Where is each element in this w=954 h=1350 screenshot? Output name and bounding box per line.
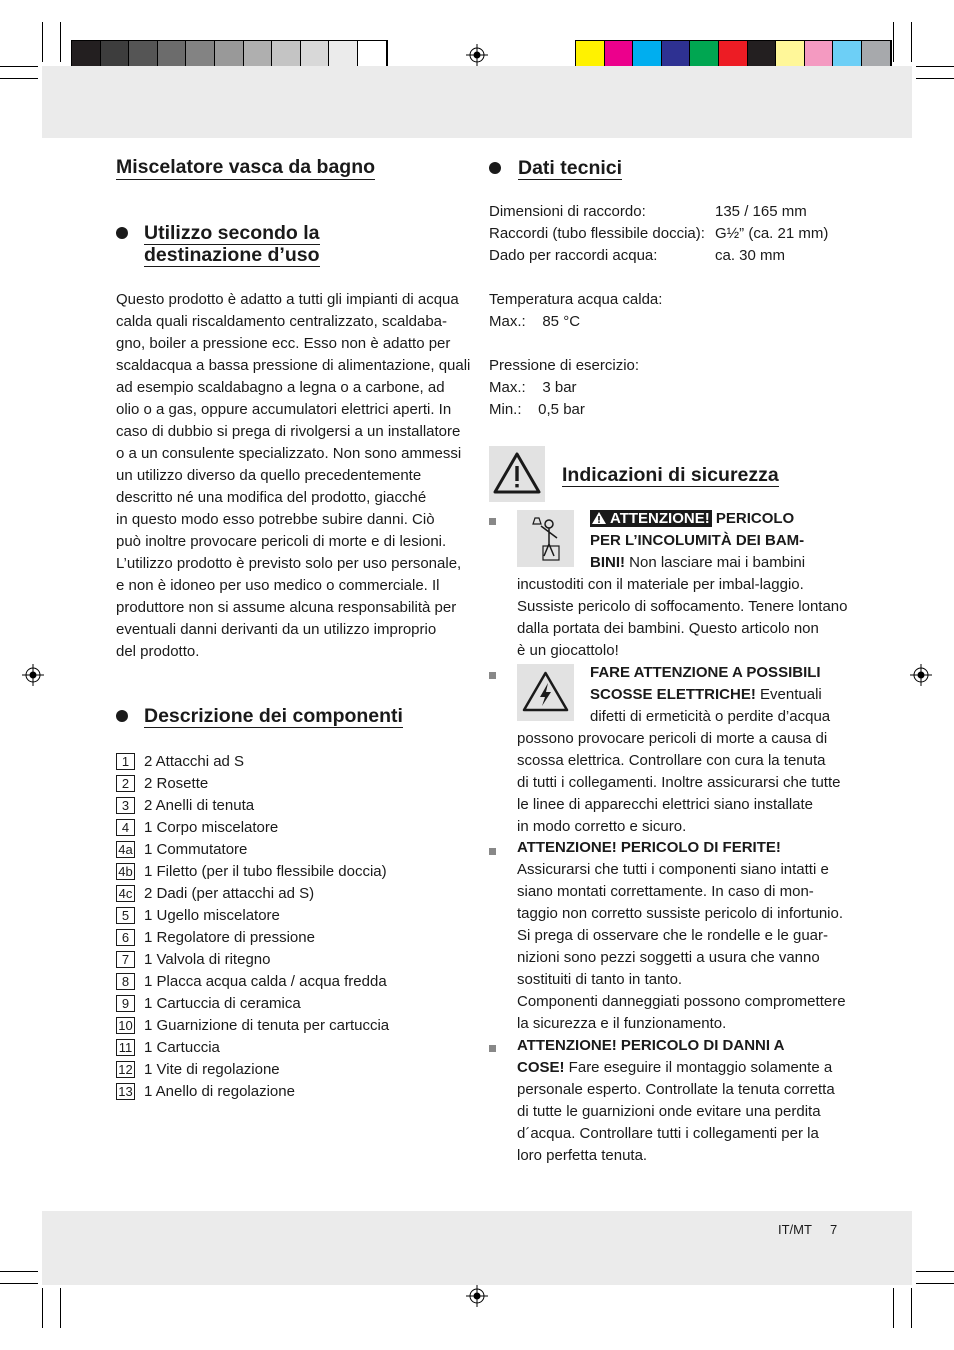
paragraph-line: siano montati correttamente. In caso di mon- (517, 883, 814, 900)
paragraph-line: eventuali danni derivanti da un utilizzo improprio (116, 621, 437, 638)
registration-mark-icon (466, 1285, 488, 1307)
warning-children-line1: PERICOLO (711, 510, 795, 527)
color-swatch (576, 41, 605, 68)
paragraph-line: descritto né una modifica del prodotto, giacché (116, 489, 427, 506)
spec-label: Raccordi (tubo flessibile doccia): (489, 225, 705, 242)
electric-shock-icon (517, 664, 574, 721)
paragraph-line: in questo modo esso potrebbe subire danni. Ciò (116, 511, 435, 528)
registration-mark-icon (910, 664, 932, 686)
use-heading-line-2: destinazione d’uso (144, 244, 320, 266)
pressure-max: Max.: 3 bar (489, 379, 577, 396)
color-swatch (833, 41, 862, 68)
components-heading-text: Descrizione dei componenti (144, 705, 403, 727)
spec-value: ca. 30 mm (715, 247, 786, 264)
section-bullet (116, 710, 128, 722)
spec-table (489, 201, 849, 267)
section-bullet (116, 227, 128, 239)
paragraph-line: loro perfetta tenuta. (517, 1147, 648, 1164)
spec-value: G½” (ca. 21 mm) (715, 225, 829, 242)
component-number: 12 (116, 1061, 135, 1078)
component-item (116, 926, 496, 948)
paragraph-line: ad esempio scaldabagno a legna o a carbone, ad (116, 379, 445, 396)
paragraph-line: le linee di apparecchi elettrici siano installate (517, 796, 814, 813)
component-label: 2 Attacchi ad S (144, 752, 245, 770)
paragraph-line: d´acqua. Controllare tutti i collegamenti per la (517, 1125, 819, 1142)
color-swatch (805, 41, 834, 68)
use-heading-line-1: Utilizzo secondo la (144, 222, 320, 244)
components-heading (144, 705, 403, 727)
component-item (116, 1058, 496, 1080)
component-number: 4a (116, 841, 135, 858)
component-item (116, 904, 496, 926)
paragraph-line: taggio non corretto sussiste pericolo di infortunio. (517, 905, 844, 922)
paragraph-line: di tutti i collegamenti. Inoltre assicurarsi che tutte (517, 774, 841, 791)
component-label: 1 Placca acqua calda / acqua fredda (144, 972, 387, 990)
warning-injury-heading: ATTENZIONE! PERICOLO DI FERITE! (517, 839, 781, 856)
component-number: 11 (116, 1039, 135, 1056)
warning-icon-box (489, 446, 545, 502)
component-label: 1 Vite di regolazione (144, 1060, 280, 1078)
paragraph-line: la sicurezza e il funzionamento. (517, 1015, 727, 1032)
safety-heading-text: Indicazioni di sicurezza (562, 464, 779, 486)
paragraph-line: caso di dubbio si prega di rivolgersi a un installatore (116, 423, 461, 440)
list-bullet (489, 672, 496, 679)
component-label: 1 Ugello miscelatore (144, 906, 280, 924)
paragraph-line: possono provocare pericoli di morte a causa di (517, 730, 828, 747)
spec-label: Dado per raccordi acqua: (489, 247, 658, 264)
color-swatch (186, 41, 215, 68)
cmyk-color-bar (575, 40, 892, 69)
component-label: 1 Anello di regolazione (144, 1082, 295, 1100)
component-number: 4b (116, 863, 135, 880)
paragraph-line: produttore non si assume alcuna responsabilità per (116, 599, 457, 616)
color-swatch (72, 41, 101, 68)
component-number: 1 (116, 753, 135, 770)
component-item (116, 816, 496, 838)
component-item (116, 860, 496, 882)
warning-children-line2: PER L’INCOLUMITÀ DEI BAM- (590, 532, 805, 549)
component-number: 13 (116, 1083, 135, 1100)
component-label: 1 Cartuccia (144, 1038, 220, 1056)
warning-damage-text (517, 1079, 835, 1167)
child-warning-icon (517, 510, 574, 567)
paragraph-line: Componenti danneggiati possono compromettere (517, 993, 846, 1010)
color-swatch (776, 41, 805, 68)
warning-electric-bold: SCOSSE ELETTRICHE! (590, 686, 756, 703)
paragraph-line: Sussiste pericolo di soffocamento. Tenere lontano (517, 598, 848, 615)
color-swatch (862, 41, 891, 68)
warning-injury (517, 837, 781, 859)
pressure-label: Pressione di esercizio: (489, 357, 640, 374)
component-label: 1 Valvola di ritegno (144, 950, 271, 968)
paragraph-line: può inoltre provocare pericoli di morte e di lesioni. (116, 533, 447, 550)
component-number: 4 (116, 819, 135, 836)
paragraph-line: sostituiti di tanto in tanto. (517, 971, 683, 988)
component-item (116, 948, 496, 970)
spec-value: 135 / 165 mm (715, 203, 807, 220)
component-item (116, 750, 496, 772)
grayscale-color-bar (71, 40, 388, 69)
component-label: 2 Rosette (144, 774, 209, 792)
registration-mark-icon (466, 44, 488, 66)
attention-badge (590, 510, 712, 527)
component-label: 1 Regolatore di pressione (144, 928, 315, 946)
paragraph-line: incustoditi con il materiale per imbal-laggio. (517, 576, 804, 593)
component-number: 10 (116, 1017, 135, 1034)
component-item (116, 838, 496, 860)
page-title: Miscelatore vasca da bagno (116, 156, 376, 178)
hot-water-max: Max.: 85 °C (489, 313, 581, 330)
color-swatch (244, 41, 273, 68)
language-code: IT/MT (778, 1222, 812, 1237)
color-swatch (633, 41, 662, 68)
electric-warning-icon-box (517, 664, 574, 721)
color-swatch (158, 41, 187, 68)
paragraph-line: Assicurarsi che tutti i componenti siano intatti e (517, 861, 829, 878)
color-swatch (101, 41, 130, 68)
color-swatch (301, 41, 330, 68)
component-number: 3 (116, 797, 135, 814)
color-swatch (358, 41, 387, 68)
use-paragraph (116, 289, 470, 663)
use-heading (144, 222, 320, 266)
pressure-min: Min.: 0,5 bar (489, 401, 585, 418)
warning-small-icon (592, 512, 606, 524)
color-swatch (215, 41, 244, 68)
warning-damage-bold: COSE! (517, 1059, 565, 1076)
component-number: 5 (116, 907, 135, 924)
attention-badge-label: ATTENZIONE! (610, 510, 710, 527)
color-swatch (272, 41, 301, 68)
component-item (116, 794, 496, 816)
paragraph-line: scossa elettrica. Controllare con cura la tenuta (517, 752, 826, 769)
component-label: 1 Filetto (per il tubo flessibile doccia) (144, 862, 387, 880)
component-item (116, 1014, 496, 1036)
safety-heading (562, 464, 779, 486)
component-label: 1 Cartuccia di ceramica (144, 994, 301, 1012)
spec-row (489, 245, 849, 267)
warning-electric-line2: Eventuali (755, 686, 822, 703)
component-number: 4c (116, 885, 135, 902)
hot-water-label: Temperatura acqua calda: (489, 291, 663, 308)
component-number: 2 (116, 775, 135, 792)
component-number: 6 (116, 929, 135, 946)
color-swatch (605, 41, 634, 68)
warning-damage-heading: ATTENZIONE! PERICOLO DI DANNI A (517, 1037, 785, 1054)
component-label: 1 Guarnizione di tenuta per cartuccia (144, 1016, 390, 1034)
warning-children-text (517, 574, 847, 662)
warning-injury-text (517, 859, 846, 1035)
paragraph-line: in modo corretto e sicuro. (517, 818, 687, 835)
paragraph-line: è un giocattolo! (517, 642, 619, 659)
component-label: 2 Anelli di tenuta (144, 796, 255, 814)
paragraph-line: di tutte le guarnizioni onde evitare una perdita (517, 1103, 821, 1120)
paragraph-line: o a un consulente specializzato. Non sono ammessi (116, 445, 462, 462)
warning-electric (590, 662, 830, 728)
list-bullet (489, 848, 496, 855)
paragraph-line: calda quali riscaldamento centralizzato, scaldaba- (116, 313, 448, 330)
color-swatch (329, 41, 358, 68)
page-number: 7 (830, 1222, 838, 1237)
component-item (116, 1036, 496, 1058)
child-with-bag-icon (517, 510, 574, 567)
component-label: 1 Commutatore (144, 840, 248, 858)
spec-label: Dimensioni di raccordo: (489, 203, 646, 220)
paragraph-line: Si prega di osservare che le rondelle e le guar- (517, 927, 829, 944)
warning-damage (517, 1035, 832, 1079)
component-item (116, 970, 496, 992)
paragraph-line: gno, boiler a pressione ecc. Esso non è adatto per (116, 335, 451, 352)
component-item (116, 772, 496, 794)
paragraph-line: olio o a gas, oppure accumulatori elettrici aperti. In (116, 401, 452, 418)
section-bullet (489, 162, 501, 174)
component-item (116, 992, 496, 1014)
component-number: 8 (116, 973, 135, 990)
paragraph-line: Questo prodotto è adatto a tutti gli impianti di acqua (116, 291, 459, 308)
components-list (116, 750, 496, 1102)
paragraph-line: dalla portata dei bambini. Questo articolo non (517, 620, 819, 637)
tech-heading-text: Dati tecnici (518, 157, 623, 179)
list-bullet (489, 518, 496, 525)
warning-electric-line3: difetti di ermeticità o perdite d’acqua (590, 708, 831, 725)
component-label: 1 Corpo miscelatore (144, 818, 279, 836)
paragraph-line: scaldacqua a bassa pressione di alimentazione, quali (116, 357, 471, 374)
paragraph-line: nizioni sono pezzi soggetti a usura che vanno (517, 949, 820, 966)
header-band (42, 66, 912, 138)
paragraph-line: L’utilizzo prodotto è previsto solo per uso personale, (116, 555, 462, 572)
registration-mark-icon (22, 664, 44, 686)
component-item (116, 1080, 496, 1102)
component-number: 7 (116, 951, 135, 968)
component-number: 9 (116, 995, 135, 1012)
paragraph-line: e non è idoneo per uso medico o commerciale. Il (116, 577, 440, 594)
spec-row (489, 201, 849, 223)
spec-row (489, 223, 849, 245)
warning-children-bold: BINI! (590, 554, 625, 571)
color-swatch (690, 41, 719, 68)
component-item (116, 882, 496, 904)
warning-triangle-icon (489, 446, 545, 502)
warning-damage-line2: Fare eseguire il montaggio solamente a (564, 1059, 833, 1076)
paragraph-line: personale esperto. Controllate la tenuta corretta (517, 1081, 835, 1098)
color-swatch (719, 41, 748, 68)
tech-heading (518, 157, 622, 179)
paragraph-line: un utilizzo diverso da quello precedentemente (116, 467, 422, 484)
color-swatch (662, 41, 691, 68)
paragraph-line: del prodotto. (116, 643, 200, 660)
list-bullet (489, 1045, 496, 1052)
warning-children (590, 508, 805, 574)
warning-children-line3: Non lasciare mai i bambini (625, 554, 806, 571)
warning-electric-text (517, 728, 840, 838)
component-label: 2 Dadi (per attacchi ad S) (144, 884, 315, 902)
warning-electric-line1: FARE ATTENZIONE A POSSIBILI (590, 664, 821, 681)
color-swatch (748, 41, 777, 68)
color-swatch (129, 41, 158, 68)
